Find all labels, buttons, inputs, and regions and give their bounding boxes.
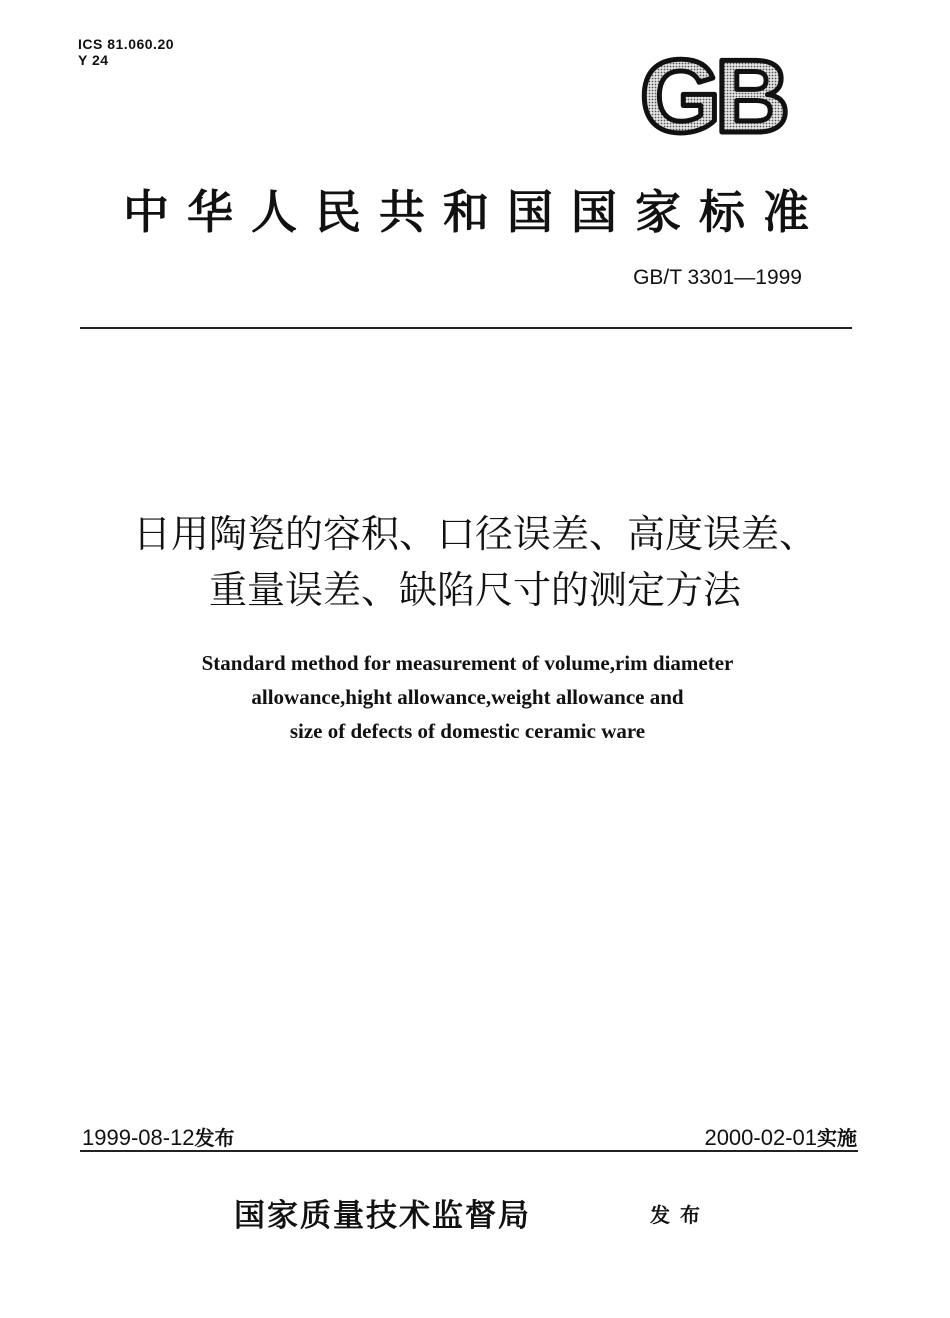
ics-code: ICS 81.060.20 xyxy=(78,36,175,52)
issue-date: 1999-08-12 xyxy=(82,1125,195,1150)
classification-code: Y 24 xyxy=(78,52,109,68)
english-title-line-1: Standard method for measurement of volume,rim diameter xyxy=(201,651,734,675)
english-title-line-2: allowance,hight allowance,weight allowance and xyxy=(251,685,684,709)
publisher: 国家质量技术监督局 xyxy=(234,1198,531,1234)
implementation-date: 2000-02-01 xyxy=(704,1125,817,1150)
chinese-title-line-2: 重量误差、缺陷尺寸的测定方法 xyxy=(208,568,741,612)
publish-action: 发布 xyxy=(650,1203,710,1227)
bottom-divider xyxy=(80,1150,858,1152)
top-divider xyxy=(80,327,852,329)
implementation-label: 实施 xyxy=(817,1126,857,1150)
standard-code: GB/T 3301—1999 xyxy=(633,266,802,289)
gb-logo-text: GB xyxy=(640,50,784,140)
standard-heading: 中华人民共和国国家标准 xyxy=(123,185,827,239)
english-title-line-3: size of defects of domestic ceramic ware xyxy=(289,719,646,743)
issue-label: 发布 xyxy=(194,1126,235,1150)
gb-logo xyxy=(624,50,800,140)
implementation-date-block xyxy=(704,1122,857,1151)
issue-date-block xyxy=(82,1122,235,1151)
chinese-title-line-1: 日用陶瓷的容积、口径误差、高度误差、 xyxy=(132,512,817,556)
